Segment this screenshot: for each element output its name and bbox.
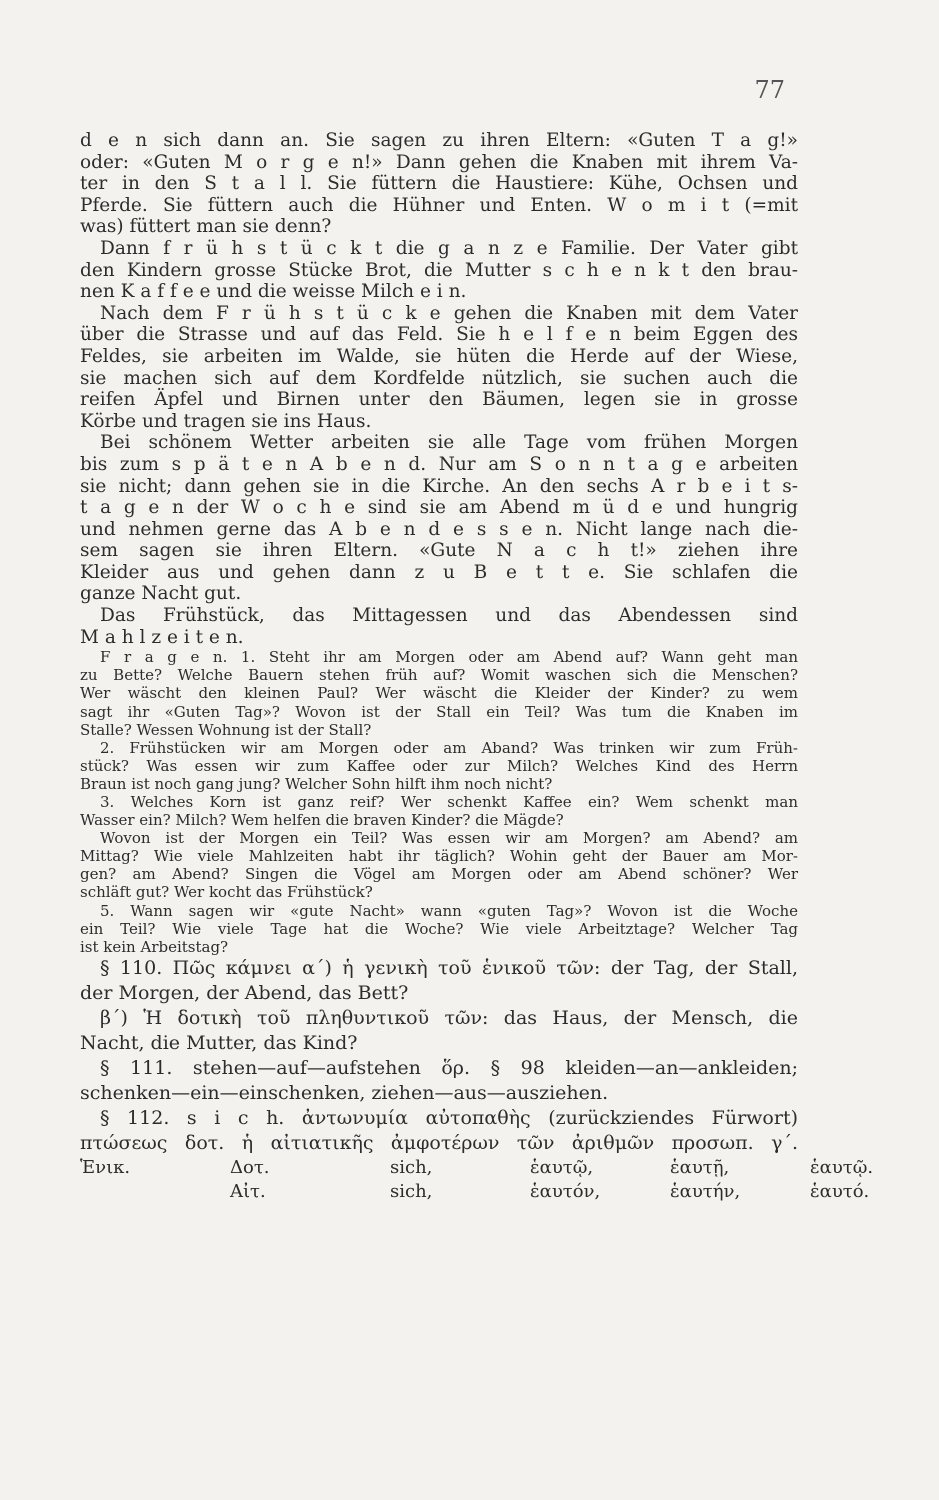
greek-masc: ἑαυτῷ, [530,1156,594,1178]
text-line: was) füttert man sie denn? [80,216,332,238]
main-passage [80,130,798,648]
text-line: t a g e n der W o c h e sind sie am Abend m ü d e und hungrig [80,497,798,519]
text-line: den Kindern grosse Stücke Brot, die Mutter s c h e n k t den brau- [80,259,798,281]
text-line: sie machen sich auf dem Kordfelde nützlich, sie suchen auch die [80,367,798,389]
question-line: 2. Frühstücken wir am Morgen oder am Aband? Was trinken wir zum Früh- [100,738,798,757]
pronoun-row-accusative [80,1180,870,1204]
section-line: schenken—ein—einschenken, ziehen—aus—ausziehen. [80,1081,609,1104]
question-line: Wasser ein? Milch? Wem helfen die braven Kinder? die Mägde? [80,811,564,830]
section-line: § 111. stehen—auf—aufstehen ὅρ. § 98 kleiden—an—ankleiden; [100,1056,798,1079]
question-line: schläft gut? Wer kocht das Frühstück? [80,883,373,902]
number-label: Ἑνικ. [80,1156,131,1178]
greek-neut: ἑαυτῷ. [810,1156,874,1178]
text-line: Bei schönem Wetter arbeiten sie alle Tage vom frühen Morgen [100,432,798,454]
text-line: Kleider aus und gehen dann z u B e t t e. Sie schlafen die [80,561,798,583]
text-line: Nach dem F r ü h s t ü c k e gehen die Knaben mit dem Vater [100,302,798,324]
text-line: oder: «Guten M o r g e n!» Dann gehen die Knaben mit ihrem Va- [80,151,798,173]
question-line: sagt ihr «Guten Tag»? Wovon ist der Stall ein Teil? Was tum die Knaben im [80,702,798,721]
section-line: β΄) Ἡ δοτικὴ τοῦ πληθυντικοῦ τῶν: das Haus, der Mensch, die [100,1006,798,1029]
section-line: Nacht, die Mutter, das Kind? [80,1031,358,1054]
question-line: gen? am Abend? Singen die Vögel am Morgen oder am Abend schöner? Wer [80,865,798,884]
question-line: F r a g e n. 1. Steht ihr am Morgen oder am Abend auf? Wann geht man [100,648,798,667]
text-line: d e n sich dann an. Sie sagen zu ihren Eltern: «Guten T a g!» [80,130,798,151]
page-text [80,130,874,1204]
text-line: reifen Äpfel und Birnen unter den Bäumen, legen sie in grosse [80,389,798,411]
text-line: Körbe und tragen sie ins Haus. [80,410,372,432]
grammar-sections [80,956,798,1156]
greek-neut: ἑαυτό. [810,1180,870,1202]
text-line: ter in den S t a l l. Sie füttern die Haustiere: Kühe, Ochsen und [80,173,798,195]
text-line: und nehmen gerne das A b e n d e s s e n. Nicht lange nach die- [80,518,798,540]
greek-masc: ἑαυτόν, [530,1180,601,1202]
german-form: sich, [390,1156,433,1178]
question-line: stück? Was essen wir zum Kaffee oder zur Milch? Welches Kind des Herrn [80,756,798,775]
question-line: ein Teil? Wie viele Tage hat die Woche? Wie viele Arbeitztage? Welcher Tag [80,919,798,938]
question-line: ist kein Arbeitstag? [80,937,229,956]
question-line: Mittag? Wie viele Mahlzeiten habt ihr täglich? Wohin geht der Bauer am Mor- [80,847,798,866]
text-line: Das Frühstück, das Mittagessen und das Abendessen sind [100,605,798,627]
question-line: Wer wäscht den kleinen Paul? Wer wäscht die Kleider der Kinder? zu wem [80,684,798,703]
question-line: Wovon ist der Morgen ein Teil? Was essen wir am Morgen? am Abend? am [100,829,798,848]
questions-block [80,648,798,956]
pronoun-table [80,1156,874,1204]
text-line: sie nicht; dann gehen sie in die Kirche. An den sechs A r b e i t s- [80,475,798,497]
text-line: Dann f r ü h s t ü c k t die g a n z e Familie. Der Vater gibt [100,237,798,259]
text-line: Feldes, sie arbeiten im Walde, sie hüten die Herde auf der Wiese, [80,345,798,367]
text-line: über die Strasse und auf das Feld. Sie h e l f e n beim Eggen des [80,324,798,346]
section-line: der Morgen, der Abend, das Bett? [80,981,409,1004]
question-line: 5. Wann sagen wir «gute Nacht» wann «guten Tag»? Wovon ist die Woche [100,901,798,920]
greek-fem: ἑαυτήν, [670,1180,741,1202]
text-line: nen K a f f e e und die weisse Milch e i n. [80,281,467,303]
case-label: Δοτ. [230,1156,270,1178]
text-line: Pferde. Sie füttern auch die Hühner und Enten. W o m i t (=mit [80,194,798,216]
case-label: Αἰτ. [230,1180,266,1202]
page-number: 77 [754,76,785,104]
question-line: Braun ist noch gang jung? Welcher Sohn hilft ihm noch nicht? [80,774,553,793]
text-line: ganze Nacht gut. [80,583,242,605]
german-form: sich, [390,1180,433,1202]
section-line: § 112. s i c h. ἀντωνυμία αὐτοπαθὴς (zurückziendes Fürwort) [100,1106,798,1129]
section-line: § 110. Πῶς κάμνει α΄) ἡ γενικὴ τοῦ ἑνικοῦ τῶν: der Tag, der Stall, [100,956,798,979]
question-line: Stalle? Wessen Wohnung ist der Stall? [80,720,372,739]
text-line: sem sagen sie ihren Eltern. «Gute N a c h t!» ziehen ihre [80,540,798,562]
question-line: 3. Welches Korn ist ganz reif? Wer schenkt Kaffee ein? Wem schenkt man [100,793,798,811]
question-line: zu Bette? Welche Bauern stehen früh auf? Womit waschen sich die Menschen? [80,666,798,685]
pronoun-row-dative [80,1156,874,1180]
section-line: πτώσεως δοτ. ἡ αἰτιατικῆς ἀμφοτέρων τῶν ἀριθμῶν προσωπ. γ΄. [80,1131,798,1154]
text-line: M a h l z e i t e n. [80,626,244,648]
greek-fem: ἑαυτῇ, [670,1156,730,1178]
text-line: bis zum s p ä t e n A b e n d. Nur am S o n n t a g e arbeiten [80,453,798,475]
